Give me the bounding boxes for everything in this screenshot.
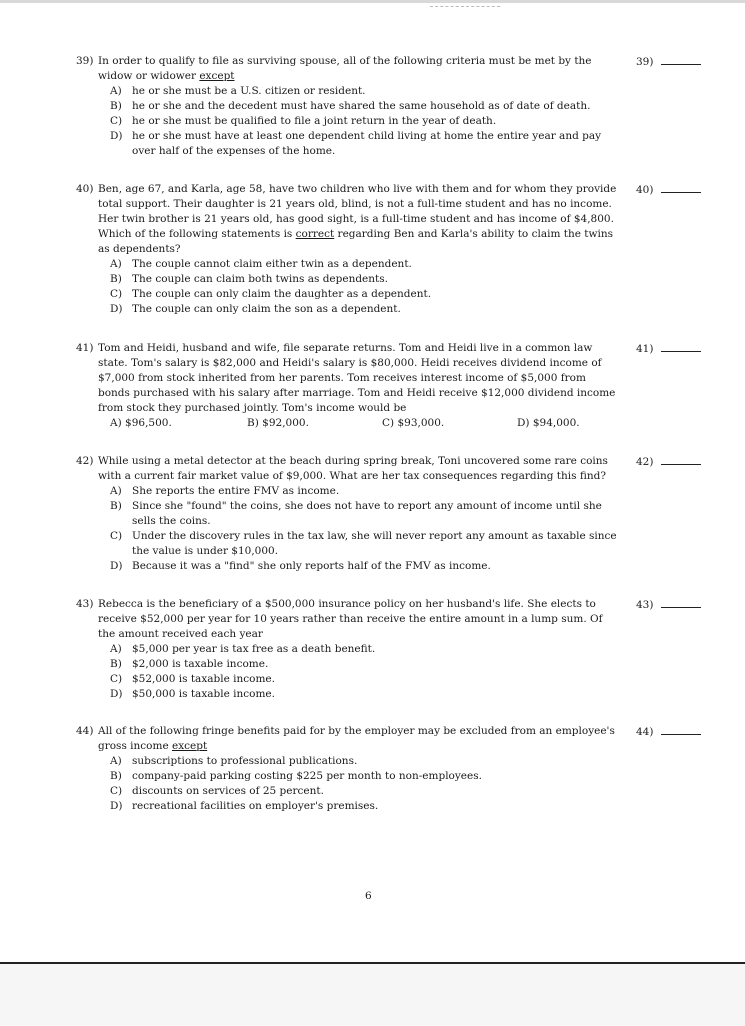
option-letter: D) xyxy=(110,800,123,812)
question-stem xyxy=(76,597,621,642)
option-letter: C) xyxy=(110,785,123,797)
question-42 xyxy=(76,454,621,574)
scan-edge-top xyxy=(0,0,745,3)
option-text: $93,000. xyxy=(397,417,445,429)
answer-blank[interactable] xyxy=(661,454,701,465)
question-number: 43) xyxy=(76,598,94,610)
option-letter: A) xyxy=(110,85,122,97)
option-letter: A) xyxy=(110,755,122,767)
option-letter: D) xyxy=(517,417,530,429)
option-letter: C) xyxy=(110,115,123,127)
stem-text: While using a metal detector at the beach during spring break, Toni uncovered some rare coins with a current fair market value of $9,000. What are her tax consequences regarding this find? xyxy=(98,455,608,482)
answer-label: 41) xyxy=(636,343,654,355)
stem-text: Tom and Heidi, husband and wife, file separate returns. Tom and Heidi live in a common law state. Tom's salary is $82,000 and Heidi's salary is $80,000. Heidi receives dividend income of $7,000 from stock inherited from her parents. Tom receives interest income of $5,000 from bonds purchased with his salary after marriage. Tom and Heidi receive $12,000 dividend income from stock they purchased jointly. Tom's income would be xyxy=(98,342,616,414)
answer-blank[interactable] xyxy=(661,54,701,65)
question-39 xyxy=(76,54,621,159)
answer-blank[interactable] xyxy=(661,724,701,735)
option-letter: A) xyxy=(110,643,122,655)
option-text: subscriptions to professional publications. xyxy=(132,755,358,767)
option-a[interactable] xyxy=(76,257,621,272)
option-text: $2,000 is taxable income. xyxy=(132,658,269,670)
option-d[interactable] xyxy=(76,687,621,702)
option-text: he or she must have at least one dependent child living at home the entire year and pay over half of the expenses of the home. xyxy=(132,130,602,157)
option-text: company-paid parking costing $225 per month to non-employees. xyxy=(132,770,482,782)
option-text: $50,000 is taxable income. xyxy=(132,688,275,700)
option-text: $5,000 per year is tax free as a death benefit. xyxy=(132,643,376,655)
option-letter: D) xyxy=(110,688,123,700)
stem-text: Rebecca is the beneficiary of a $500,000 insurance policy on her husband's life. She elects to receive $52,000 per year for 10 years rather than receive the entire amount in a lump sum. Of the amount received each year xyxy=(98,598,603,640)
stem-emphasis: except xyxy=(199,70,235,82)
option-letter: B) xyxy=(247,417,259,429)
option-d[interactable] xyxy=(517,416,580,431)
option-letter: D) xyxy=(110,130,123,142)
answer-41[interactable] xyxy=(636,341,701,357)
option-letter: A) xyxy=(110,485,122,497)
inline-options xyxy=(76,416,621,431)
option-letter: B) xyxy=(110,658,122,670)
option-text: The couple can claim both twins as dependents. xyxy=(132,273,388,285)
question-stem xyxy=(76,341,621,416)
answer-42[interactable] xyxy=(636,454,701,470)
option-text: The couple can only claim the son as a dependent. xyxy=(132,303,401,315)
option-d[interactable] xyxy=(76,302,621,317)
option-c[interactable] xyxy=(76,529,621,559)
question-number: 44) xyxy=(76,725,94,737)
answer-blank[interactable] xyxy=(661,341,701,352)
answer-label: 42) xyxy=(636,456,654,468)
stem-emphasis: correct xyxy=(295,228,335,240)
option-text: he or she must be qualified to file a joint return in the year of death. xyxy=(132,115,497,127)
option-text: The couple cannot claim either twin as a dependent. xyxy=(132,258,412,270)
answer-blank[interactable] xyxy=(661,597,701,608)
page-number: 6 xyxy=(365,890,372,902)
option-text: Under the discovery rules in the tax law, she will never report any amount as taxable since the value is under $10,000. xyxy=(132,530,617,557)
answer-label: 43) xyxy=(636,599,654,611)
option-text: he or she must be a U.S. citizen or resident. xyxy=(132,85,366,97)
question-44 xyxy=(76,724,621,814)
stem-text: In order to qualify to file as surviving spouse, all of the following criteria must be met by the widow or widower xyxy=(98,55,592,82)
question-stem xyxy=(76,454,621,484)
option-a[interactable] xyxy=(110,416,172,431)
option-d[interactable] xyxy=(76,559,621,574)
option-a[interactable] xyxy=(76,484,621,499)
option-text: $96,500. xyxy=(125,417,172,429)
option-b[interactable] xyxy=(76,657,621,672)
answer-39[interactable] xyxy=(636,54,701,70)
question-stem xyxy=(76,54,621,84)
question-41 xyxy=(76,341,621,431)
option-b[interactable] xyxy=(76,272,621,287)
option-text: $94,000. xyxy=(532,417,580,429)
option-c[interactable] xyxy=(76,114,621,129)
answer-43[interactable] xyxy=(636,597,701,613)
option-letter: A) xyxy=(110,258,122,270)
option-text: he or she and the decedent must have shared the same household as of date of death. xyxy=(132,100,591,112)
option-letter: C) xyxy=(110,530,123,542)
option-a[interactable] xyxy=(76,84,621,99)
option-text: $52,000 is taxable income. xyxy=(132,673,275,685)
stem-text: Ben, age 67, and Karla, age 58, have two children who live with them and for whom they provide total support. Their daughter is 21 years old, blind, is not a full-time student and has no income. Her twin brother is 21 years old, has good sight, is a full-time student and has income of $4,800. Which of the following statements is xyxy=(98,183,617,240)
question-number: 41) xyxy=(76,342,94,354)
option-d[interactable] xyxy=(76,799,621,814)
option-text: $92,000. xyxy=(262,417,309,429)
option-b[interactable] xyxy=(76,499,621,529)
option-a[interactable] xyxy=(76,642,621,657)
option-c[interactable] xyxy=(76,287,621,302)
option-letter: B) xyxy=(110,770,122,782)
question-40 xyxy=(76,182,621,317)
option-letter: B) xyxy=(110,500,122,512)
option-letter: B) xyxy=(110,100,122,112)
option-text: Since she "found" the coins, she does not have to report any amount of income until she sells the coins. xyxy=(132,500,602,527)
option-c[interactable] xyxy=(76,784,621,799)
answer-label: 40) xyxy=(636,184,654,196)
question-stem xyxy=(76,182,621,257)
option-text: She reports the entire FMV as income. xyxy=(132,485,340,497)
option-letter: C) xyxy=(110,673,123,685)
scan-mark xyxy=(430,6,500,7)
question-number: 40) xyxy=(76,183,94,195)
answer-label: 39) xyxy=(636,56,654,68)
answer-blank[interactable] xyxy=(661,182,701,193)
stem-emphasis: except xyxy=(172,740,208,752)
option-c[interactable] xyxy=(76,672,621,687)
stem-text-after: regarding Ben and Karla's ability to claim the twins as dependents? xyxy=(98,228,613,255)
option-b[interactable] xyxy=(76,769,621,784)
answer-44[interactable] xyxy=(636,724,701,740)
option-letter: C) xyxy=(110,288,123,300)
option-text: The couple can only claim the daughter as a dependent. xyxy=(132,288,432,300)
option-b[interactable] xyxy=(247,416,309,431)
option-text: Because it was a "find" she only reports half of the FMV as income. xyxy=(132,560,491,572)
answer-label: 44) xyxy=(636,726,654,738)
stem-text: All of the following fringe benefits paid for by the employer may be excluded from an employee's gross income xyxy=(98,725,615,752)
option-a[interactable] xyxy=(76,754,621,769)
question-number: 39) xyxy=(76,55,94,67)
question-number: 42) xyxy=(76,455,94,467)
option-b[interactable] xyxy=(76,99,621,114)
option-d[interactable] xyxy=(76,129,621,159)
question-stem xyxy=(76,724,621,754)
option-letter: D) xyxy=(110,303,123,315)
question-43 xyxy=(76,597,621,702)
option-letter: C) xyxy=(382,417,395,429)
option-c[interactable] xyxy=(382,416,444,431)
option-text: recreational facilities on employer's premises. xyxy=(132,800,379,812)
option-letter: B) xyxy=(110,273,122,285)
option-letter: D) xyxy=(110,560,123,572)
option-text: discounts on services of 25 percent. xyxy=(132,785,324,797)
answer-40[interactable] xyxy=(636,182,701,198)
scan-bottom-edge xyxy=(0,962,745,1026)
option-letter: A) xyxy=(110,417,122,429)
